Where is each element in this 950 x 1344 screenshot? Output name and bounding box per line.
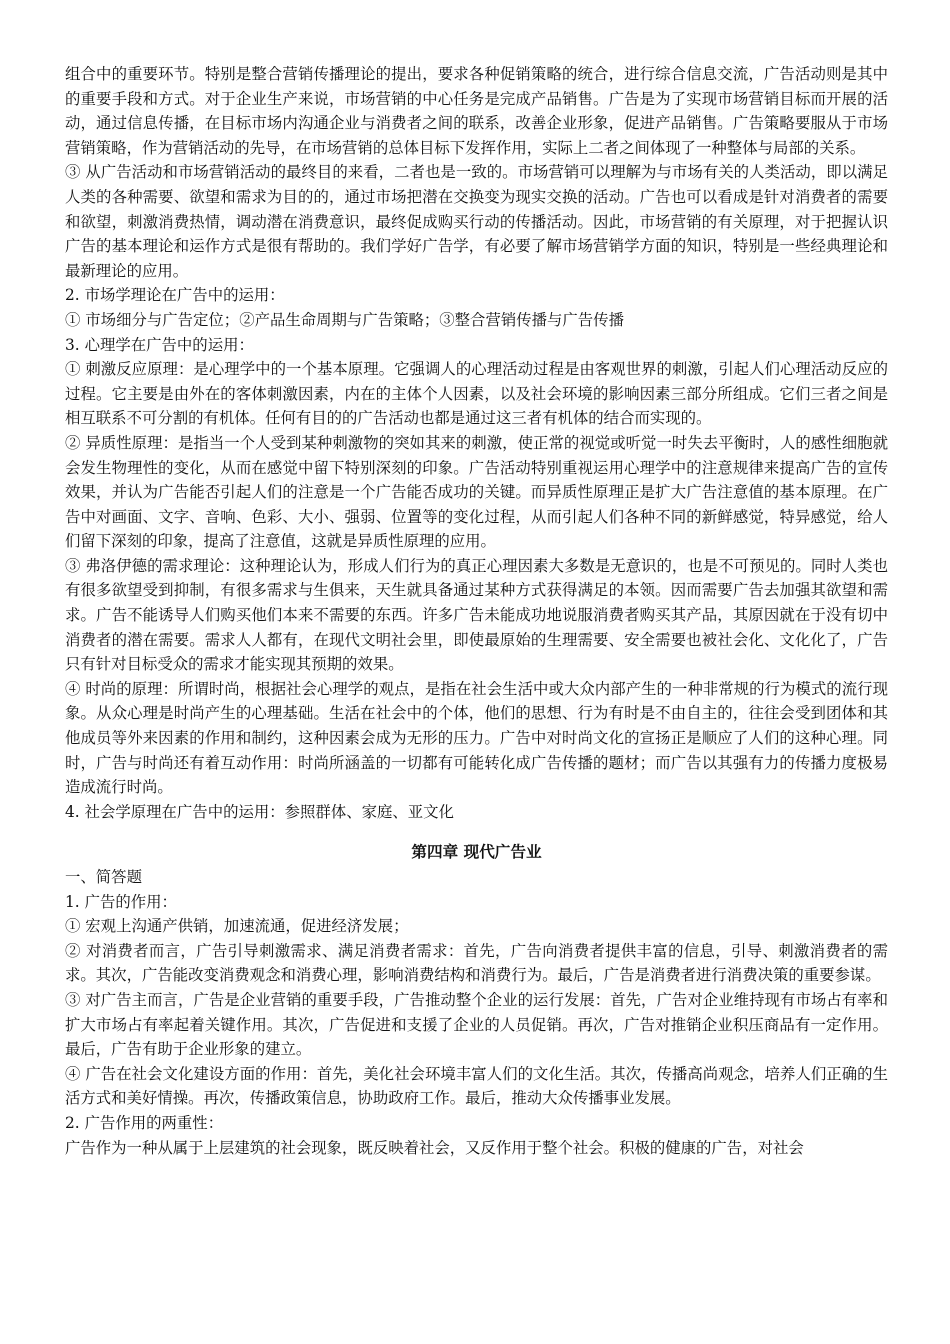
- heading-marketing-theory: 2. 市场学理论在广告中的运用：: [65, 286, 285, 305]
- paragraph-fashion: ④ 时尚的原理：所谓时尚，根据社会心理学的观点，是指在社会生活中或大众内部产生的一种非常规的行为模式的流行现象。从众心理是时尚产生的心理基础。生活在社会中的个体，他们的思想、行为有时是不由自主的，往往会受到团体和其他成员等外来因素的作用和制约，这种因素会成为无形的压力。广告中对时尚文化的宣扬正是顺应了人们的这种心理。同时，广告与时尚还有着互动作用：时尚所涵盖的一切都有可能转化成广告传播的题材；而广告以其强有力的传播力度极易造成流行时尚。: [65, 679, 888, 797]
- paragraph-heterogeneity: ② 异质性原理：是指当一个人受到某种刺激物的突如其来的刺激，使正常的视觉或听觉一时失去平衡时，人的感性细胞就会发生物理性的变化，从而在感觉中留下特别深刻的印象。广告活动特别重视运用心理学中的注意规律来提高广告的宣传效果，并认为广告能否引起人们的注意是一个广告能否成功的关键。而异质性原理正是扩大广告注意值的基本原理。在广告中对画面、文字、音响、色彩、大小、强弱、位置等的变化过程，从而引起人们各种不同的新鲜感觉，特异感觉，给人们留下深刻的印象，提高了注意值，这就是异质性原理的应用。: [65, 433, 888, 551]
- section-label: 一、简答题: [65, 868, 142, 886]
- paragraph-marketing-goal: ③ 从广告活动和市场营销活动的最终目的来看，二者也是一致的。市场营销可以理解为与市场有关的人类活动，即以满足人类的各种需要、欲望和需求为目的的，通过市场把潜在交换变为现实交换的活动。广告也可以看成是针对消费者的需要和欲望，刺激消费热情，调动潜在消费意识，最终促成购买行动的传播活动。因此，市场营销的有关原理，对于把握认识广告的基本理论和运作方式是很有帮助的。我们学好广告学，有必要了解市场营销学方面的知识，特别是一些经典理论和最新理论的应用。: [65, 163, 888, 280]
- paragraph-stimulus-response: ① 刺激反应原理：是心理学中的一个基本原理。它强调人的心理活动过程是由客观世界的刺激，引起人们心理活动反应的过程。它主要是由外在的客体刺激因素，内在的主体个人因素，以及社会环境的影响因素三部分所组成。它们三者之间是相互联系不可分割的有机体。任何有目的的广告活动也都是通过这三者有机体的结合而实现的。: [65, 360, 888, 428]
- list-marketing-theory: ① 市场细分与广告定位；②产品生命周期与广告策略；③整合营销传播与广告传播: [65, 310, 624, 329]
- heading-ad-functions: 1. 广告的作用：: [65, 892, 177, 911]
- heading-dual-nature: 2. 广告作用的两重性：: [65, 1113, 224, 1132]
- heading-sociology: 4. 社会学原理在广告中的运用：参照群体、家庭、亚文化: [65, 802, 454, 821]
- paragraph-marketing-continuation: 组合中的重要环节。特别是整合营销传播理论的提出，要求各种促销策略的统合，进行综合信息交流，广告活动则是其中的重要手段和方式。对于企业生产来说，市场营销的中心任务是完成产品销售。广告是为了实现市场营销目标而开展的活动，通过信息传播，在目标市场内沟通企业与消费者之间的联系，改善企业形象，促进产品销售。广告策略要服从于市场营销策略，作为营销活动的先导，在市场营销的总体目标下发挥作用，实际上二者之间体现了一种整体与局部的关系。: [65, 65, 888, 157]
- chapter-title: 第四章 现代广告业: [411, 842, 542, 862]
- paragraph-function-culture: ④ 广告在社会文化建设方面的作用：首先，美化社会环境丰富人们的文化生活。其次，传播高尚观念，培养人们正确的生活方式和美好情操。再次，传播政策信息，协助政府工作。最后，推动大众传播事业发展。: [65, 1064, 888, 1108]
- paragraph-function-consumer: ② 对消费者而言，广告引导刺激需求、满足消费者需求：首先，广告向消费者提供丰富的信息，引导、刺激消费者的需求。其次，广告能改变消费观念和消费心理，影响消费结构和消费行为。最后，广告是消费者进行消费决策的重要参谋。: [65, 941, 888, 985]
- heading-psychology: 3. 心理学在广告中的运用：: [65, 335, 254, 354]
- paragraph-function-macro: ① 宏观上沟通产供销，加速流通，促进经济发展；: [65, 917, 409, 936]
- paragraph-function-advertiser: ③ 对广告主而言，广告是企业营销的重要手段，广告推动整个企业的运行发展：首先，广告对企业维持现有市场占有率和扩大市场占有率起着关键作用。其次，广告促进和支援了企业的人员促销。再次，广告对推销企业积压商品有一定作用。最后，广告有助于企业形象的建立。: [65, 990, 888, 1059]
- paragraph-freud-needs: ③ 弗洛伊德的需求理论：这种理论认为，形成人们行为的真正心理因素大多数是无意识的，也是不可预见的。同时人类也有很多欲望受到抑制，有很多需求与生俱来，天生就具备通过某种方式获得满足的本领。因而需要广告去加强其欲望和需求。广告不能诱导人们购买他们本来不需要的东西。许多广告未能成功地说服消费者购买其产品，其原因就在于没有切中消费者的潜在需要。需求人人都有，在现代文明社会里，即使最原始的生理需要、安全需要也被社会化、文化化了，广告只有针对目标受众的需求才能实现其预期的效果。: [65, 556, 888, 674]
- paragraph-dual-nature: 广告作为一种从属于上层建筑的社会现象，既反映着社会，又反作用于整个社会。积极的健康的广告，对社会: [65, 1138, 804, 1157]
